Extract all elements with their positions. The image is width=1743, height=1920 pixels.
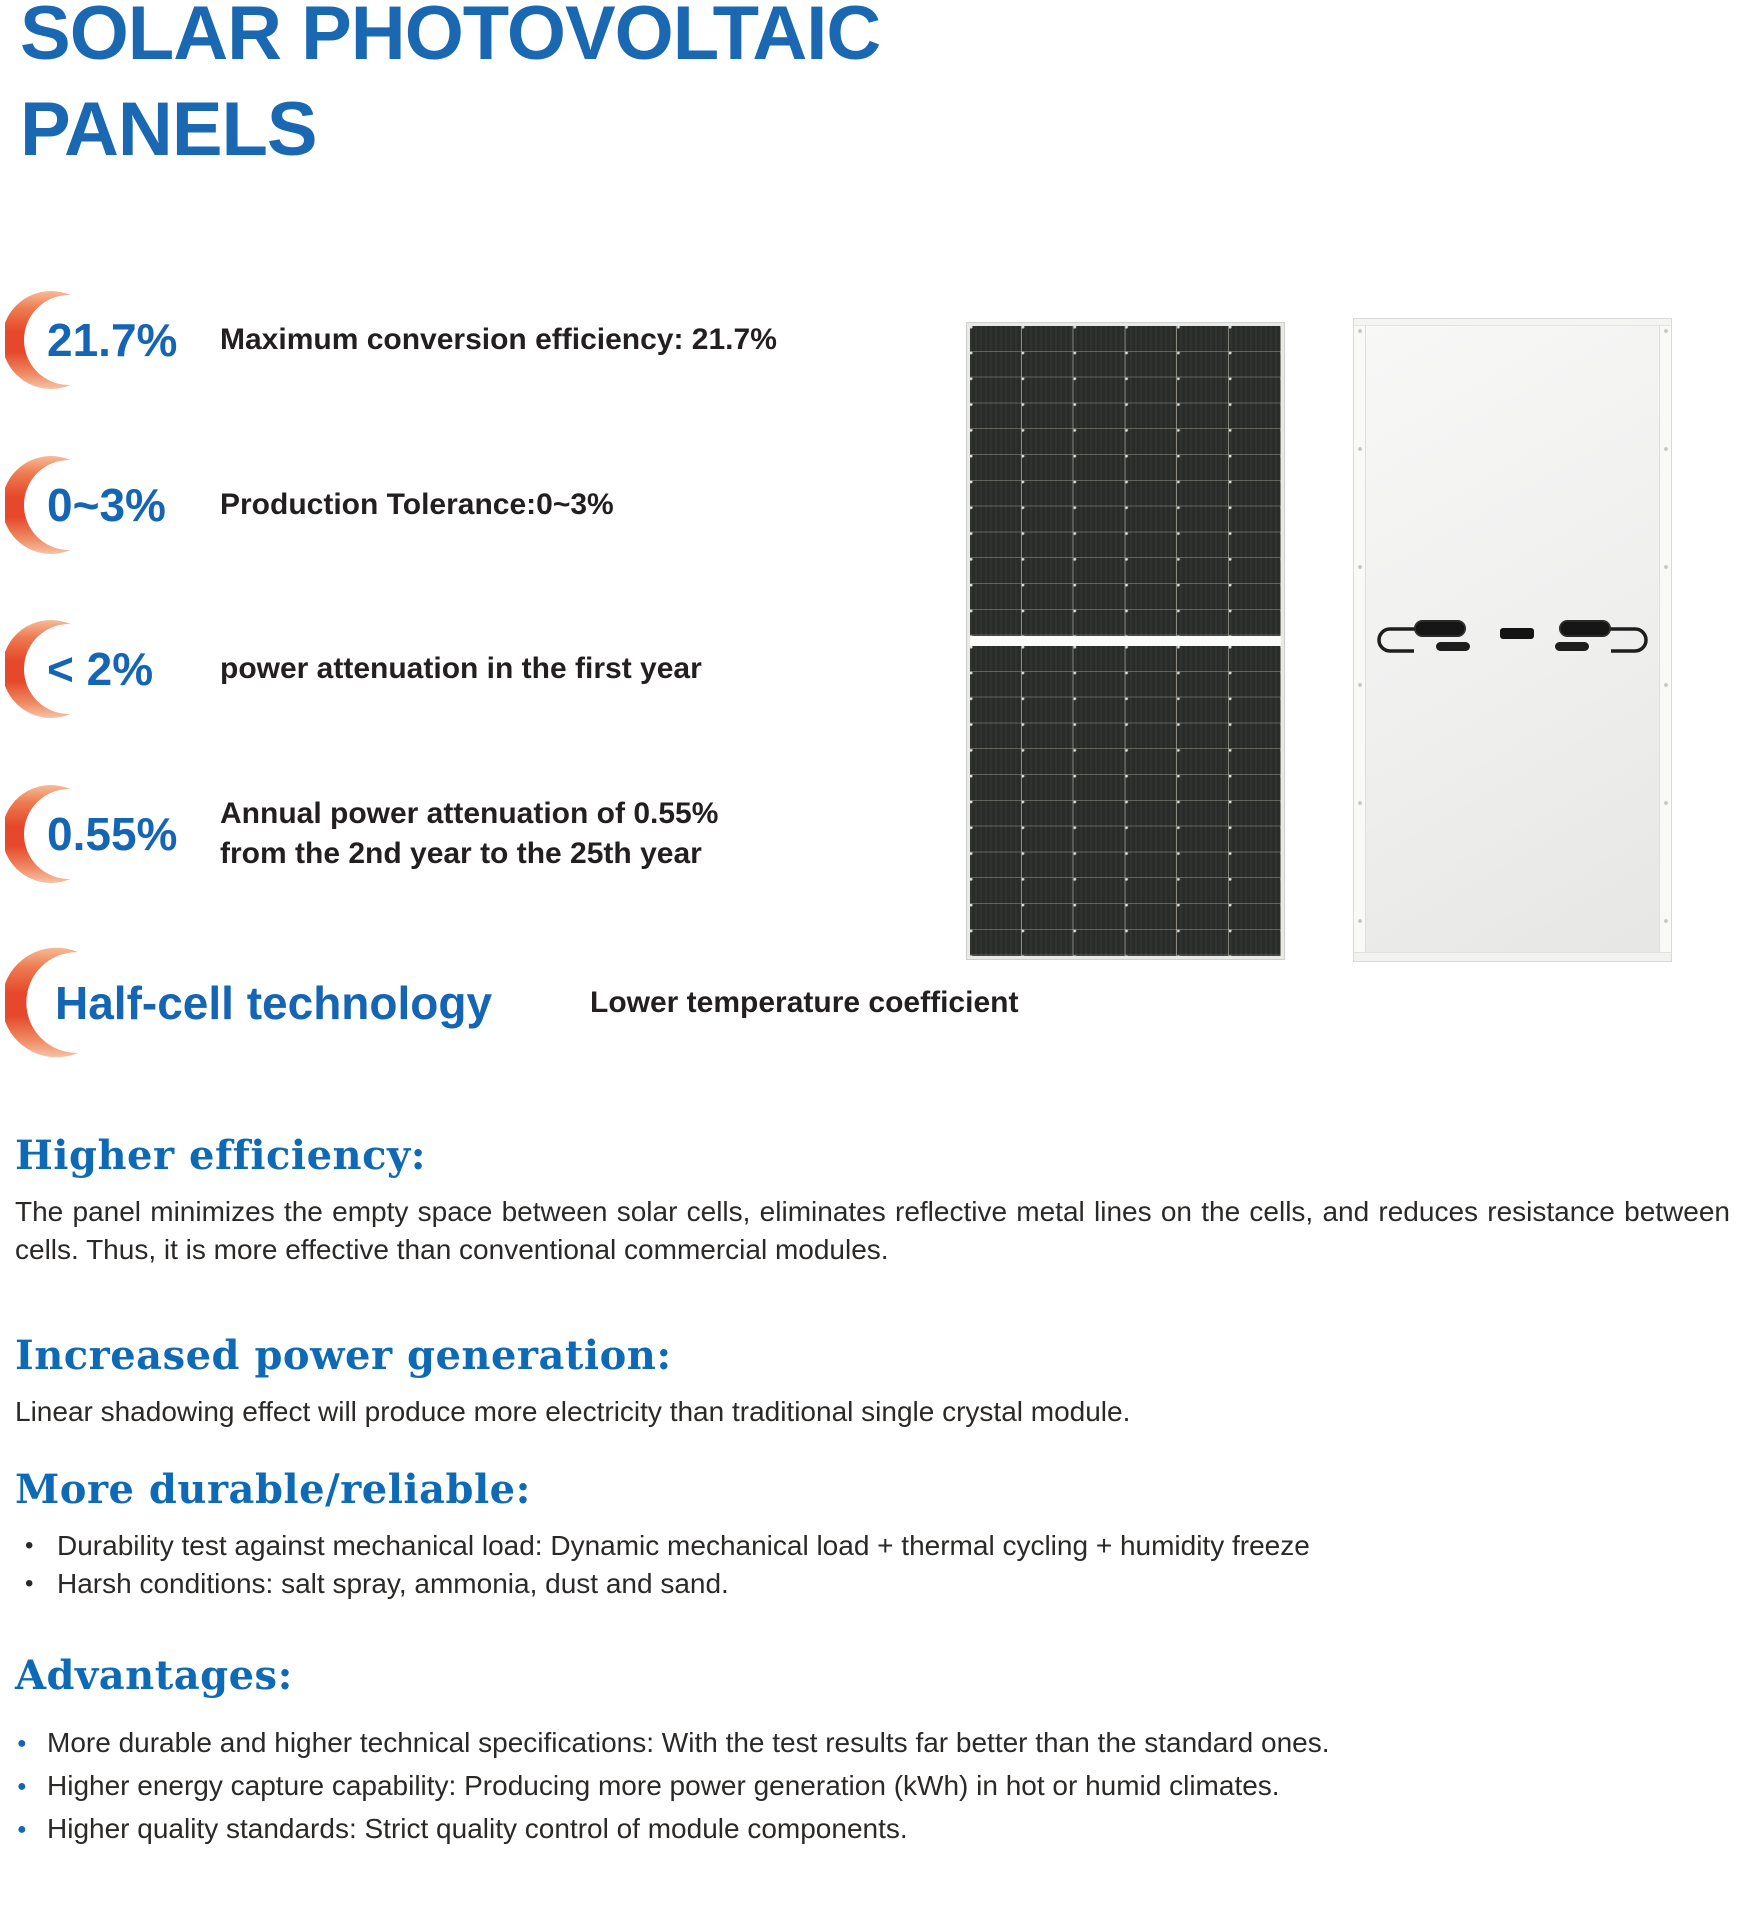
page-title-line1: SOLAR PHOTOVOLTAIC: [20, 0, 881, 76]
section-higher-efficiency: [15, 1132, 1730, 1269]
stat-value: Half-cell technology: [55, 976, 493, 1029]
panel-front-center-divider: [970, 636, 1281, 646]
stat-value: < 2%: [47, 643, 154, 695]
stat-label-line2: from the 2nd year to the 25th year: [220, 837, 702, 870]
stat-label: Production Tolerance:0~3%: [220, 488, 614, 521]
stat-half-cell-technology: [5, 941, 1019, 1064]
section-advantages: [15, 1652, 1730, 1850]
stat-value: 21.7%: [47, 314, 178, 366]
section-heading: More durable/reliable:: [15, 1466, 531, 1513]
stat-label: power attenuation in the first year: [220, 652, 702, 685]
stat-first-year-attenuation: [5, 614, 965, 724]
section-body: The panel minimizes the empty space between solar cells, eliminates reflective metal lines on the cells, and reduces resistance between cells. Thus, it is more effective than conventional commercial modules.: [15, 1196, 1730, 1265]
solar-panel-back-image: [1353, 318, 1672, 962]
advantages-bullet-list: [15, 1721, 1730, 1850]
stat-label: Lower temperature coefficient: [590, 985, 1019, 1019]
bullet-item: ● Higher quality standards: Strict quality control of module components.: [15, 1807, 1730, 1850]
bullet-item: • Durability test against mechanical load: Dynamic mechanical load + thermal cycling + humidity freeze: [15, 1527, 1730, 1565]
panel-back-bottom-frame: [1354, 952, 1671, 961]
bullet-item: • Harsh conditions: salt spray, ammonia, dust and sand.: [15, 1565, 1730, 1603]
stat-annual-attenuation: [5, 779, 965, 889]
stat-production-tolerance: [5, 450, 965, 560]
solar-panel-front-image: [966, 322, 1285, 960]
section-more-durable-reliable: [15, 1466, 1730, 1603]
stat-value: 0.55%: [47, 808, 178, 860]
stat-max-efficiency: [5, 285, 965, 395]
panel-front-upper-cells: [970, 326, 1281, 636]
page-title: [20, 0, 880, 178]
junction-box-connectors: [1354, 615, 1671, 659]
section-heading: Advantages:: [15, 1652, 293, 1699]
section-body: Linear shadowing effect will produce more electricity than traditional single crystal module.: [15, 1396, 1131, 1427]
bullet-item: ● Higher energy capture capability: Producing more power generation (kWh) in hot or humid climates.: [15, 1764, 1730, 1807]
bullet-item: ● More durable and higher technical specifications: With the test results far better than the standard ones.: [15, 1721, 1730, 1764]
stat-label: [220, 794, 718, 874]
section-heading: Increased power generation:: [15, 1332, 672, 1379]
panel-back-top-frame: [1354, 319, 1671, 326]
stat-value: 0~3%: [47, 479, 166, 531]
section-increased-power-generation: [15, 1332, 1730, 1431]
section-heading: Higher efficiency:: [15, 1132, 426, 1179]
durable-bullet-list: [15, 1527, 1730, 1603]
panel-front-lower-cells: [970, 646, 1281, 956]
stat-label: Maximum conversion efficiency: 21.7%: [220, 323, 777, 356]
stat-label-line1: Annual power attenuation of 0.55%: [220, 797, 719, 830]
page-title-line2: PANELS: [20, 87, 317, 172]
